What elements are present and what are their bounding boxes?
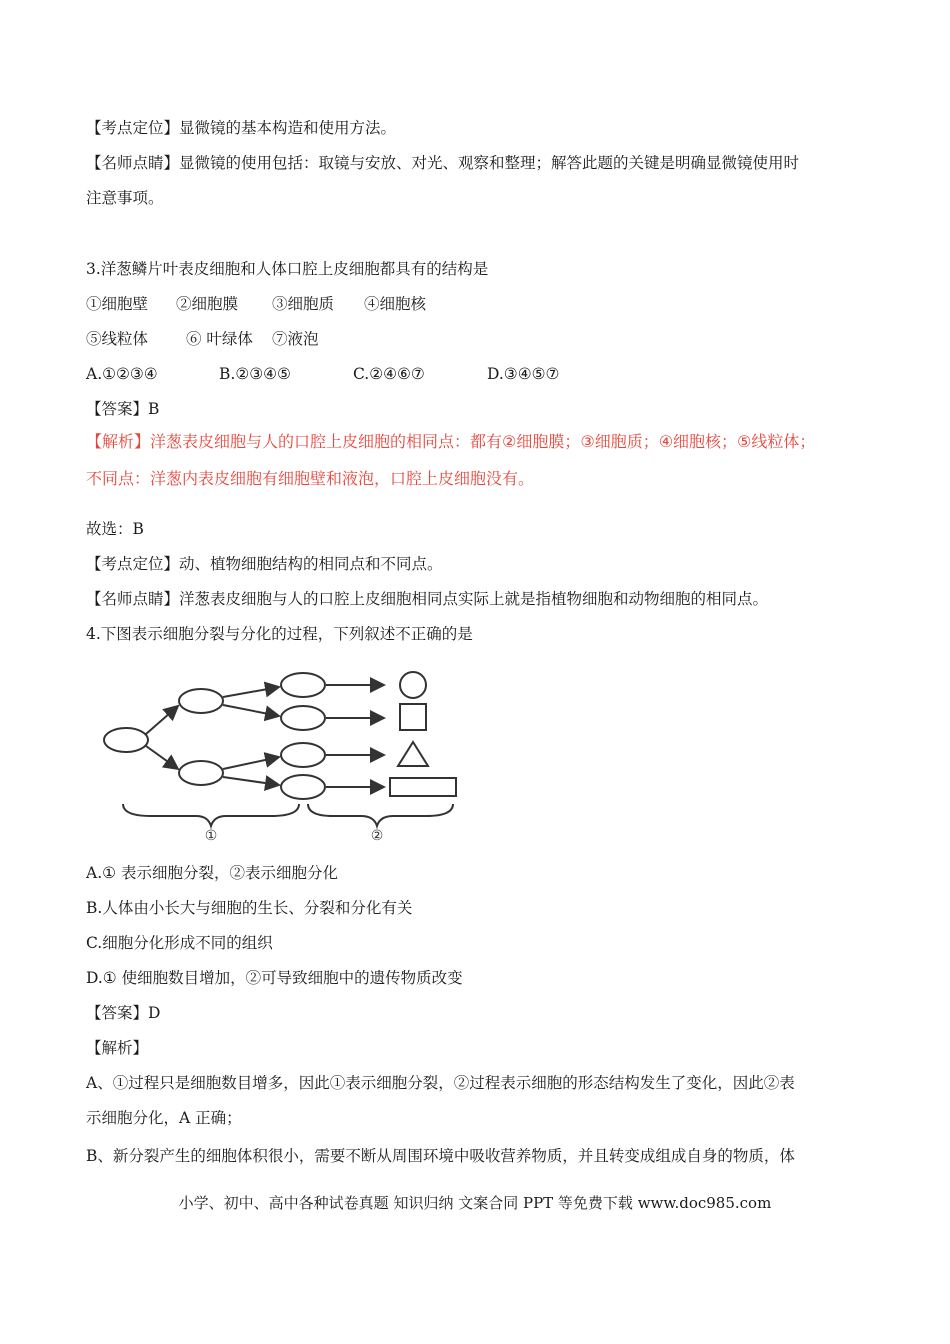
q3-option-b: B.②③④⑤ xyxy=(219,365,291,383)
q3-options xyxy=(86,364,559,384)
q4-option-c: C.细胞分化形成不同的组织 xyxy=(86,934,273,952)
q3-item: ③细胞质 xyxy=(272,295,335,313)
arrow xyxy=(146,706,178,734)
q3-item: ⑤线粒体 xyxy=(86,330,149,348)
cell-split-2 xyxy=(281,706,325,730)
diagram-label-1: ① xyxy=(204,828,218,844)
cell-division-diagram xyxy=(96,656,466,852)
q3-option-d: D.③④⑤⑦ xyxy=(487,365,560,383)
q3-answer: 【答案】B xyxy=(86,400,160,418)
cell-shape-circle xyxy=(400,672,426,698)
q3-analysis-line1: 【解析】洋葱表皮细胞与人的口腔上皮细胞的相同点：都有②细胞膜；③细胞质；④细胞核；⑤线粒体； xyxy=(86,432,816,451)
arrow xyxy=(146,746,178,769)
q3-stem: 3.洋葱鳞片叶表皮细胞和人体口腔上皮细胞都具有的结构是 xyxy=(86,260,489,278)
q3-item: ②细胞膜 xyxy=(176,295,239,313)
brace-2 xyxy=(308,804,453,826)
q3-items-row1 xyxy=(86,294,426,314)
q2-mingshi-line2: 注意事项。 xyxy=(86,189,164,207)
brace-1 xyxy=(123,804,299,826)
q4-analysis-title: 【解析】 xyxy=(86,1039,149,1057)
arrow xyxy=(223,757,279,769)
cell-split-4 xyxy=(281,775,325,799)
q2-kaodian: 【考点定位】显微镜的基本构造和使用方法。 xyxy=(86,119,397,137)
q3-items-row2 xyxy=(86,329,319,349)
arrow xyxy=(223,777,279,785)
q4-answer: 【答案】D xyxy=(86,1004,161,1022)
arrow xyxy=(223,687,279,697)
q3-analysis-line2: 不同点：洋葱内表皮细胞有细胞壁和液泡，口腔上皮细胞没有。 xyxy=(86,469,535,488)
cell-split-1 xyxy=(281,673,325,697)
q3-mingshi: 【名师点睛】洋葱表皮细胞与人的口腔上皮细胞相同点实际上就是指植物细胞和动物细胞的相同点。 xyxy=(86,590,769,608)
q3-kaodian: 【考点定位】动、植物细胞结构的相同点和不同点。 xyxy=(86,555,443,573)
q3-item: ①细胞壁 xyxy=(86,295,149,313)
cell-shape-rectangle xyxy=(390,778,456,796)
cell-split-3 xyxy=(281,743,325,767)
q3-option-c: C.②④⑥⑦ xyxy=(353,365,425,383)
q3-item: ④细胞核 xyxy=(364,295,427,313)
q4-option-d: D.① 使细胞数目增加，②可导致细胞中的遗传物质改变 xyxy=(86,969,463,987)
q2-mingshi-line1: 【名师点睛】显微镜的使用包括：取镜与安放、对光、观察和整理；解答此题的关键是明确显微镜使用时 xyxy=(86,154,800,172)
q3-choose: 故选：B xyxy=(86,520,144,538)
cell-division-top xyxy=(179,689,223,713)
q4-analysis-a-line1: A、①过程只是细胞数目增多，因此①表示细胞分裂，②过程表示细胞的形态结构发生了变化，因此②表 xyxy=(86,1074,795,1092)
page-footer: 小学、初中、高中各种试卷真题 知识归纳 文案合同 PPT 等免费下载 www.doc985.com xyxy=(178,1194,772,1212)
diagram-label-2: ② xyxy=(370,828,384,844)
q3-option-a: A.①②③④ xyxy=(86,365,158,383)
q3-item: ⑦液泡 xyxy=(272,330,319,348)
cell-origin xyxy=(104,728,148,752)
cell-shape-square xyxy=(400,704,426,730)
cell-division-bottom xyxy=(179,761,223,785)
arrow xyxy=(223,705,279,716)
q4-option-b: B.人体由小长大与细胞的生长、分裂和分化有关 xyxy=(86,899,413,917)
q4-option-a: A.① 表示细胞分裂，②表示细胞分化 xyxy=(86,864,338,882)
q3-item: ⑥ 叶绿体 xyxy=(186,330,253,348)
q4-stem: 4.下图表示细胞分裂与分化的过程，下列叙述不正确的是 xyxy=(86,625,473,643)
q4-analysis-b-line1: B、新分裂产生的细胞体积很小，需要不断从周围环境中吸收营养物质，并且转变成组成自身的物质，体 xyxy=(86,1147,795,1165)
q4-analysis-a-line2: 示细胞分化，A 正确； xyxy=(86,1109,242,1127)
cell-shape-triangle xyxy=(398,742,428,766)
